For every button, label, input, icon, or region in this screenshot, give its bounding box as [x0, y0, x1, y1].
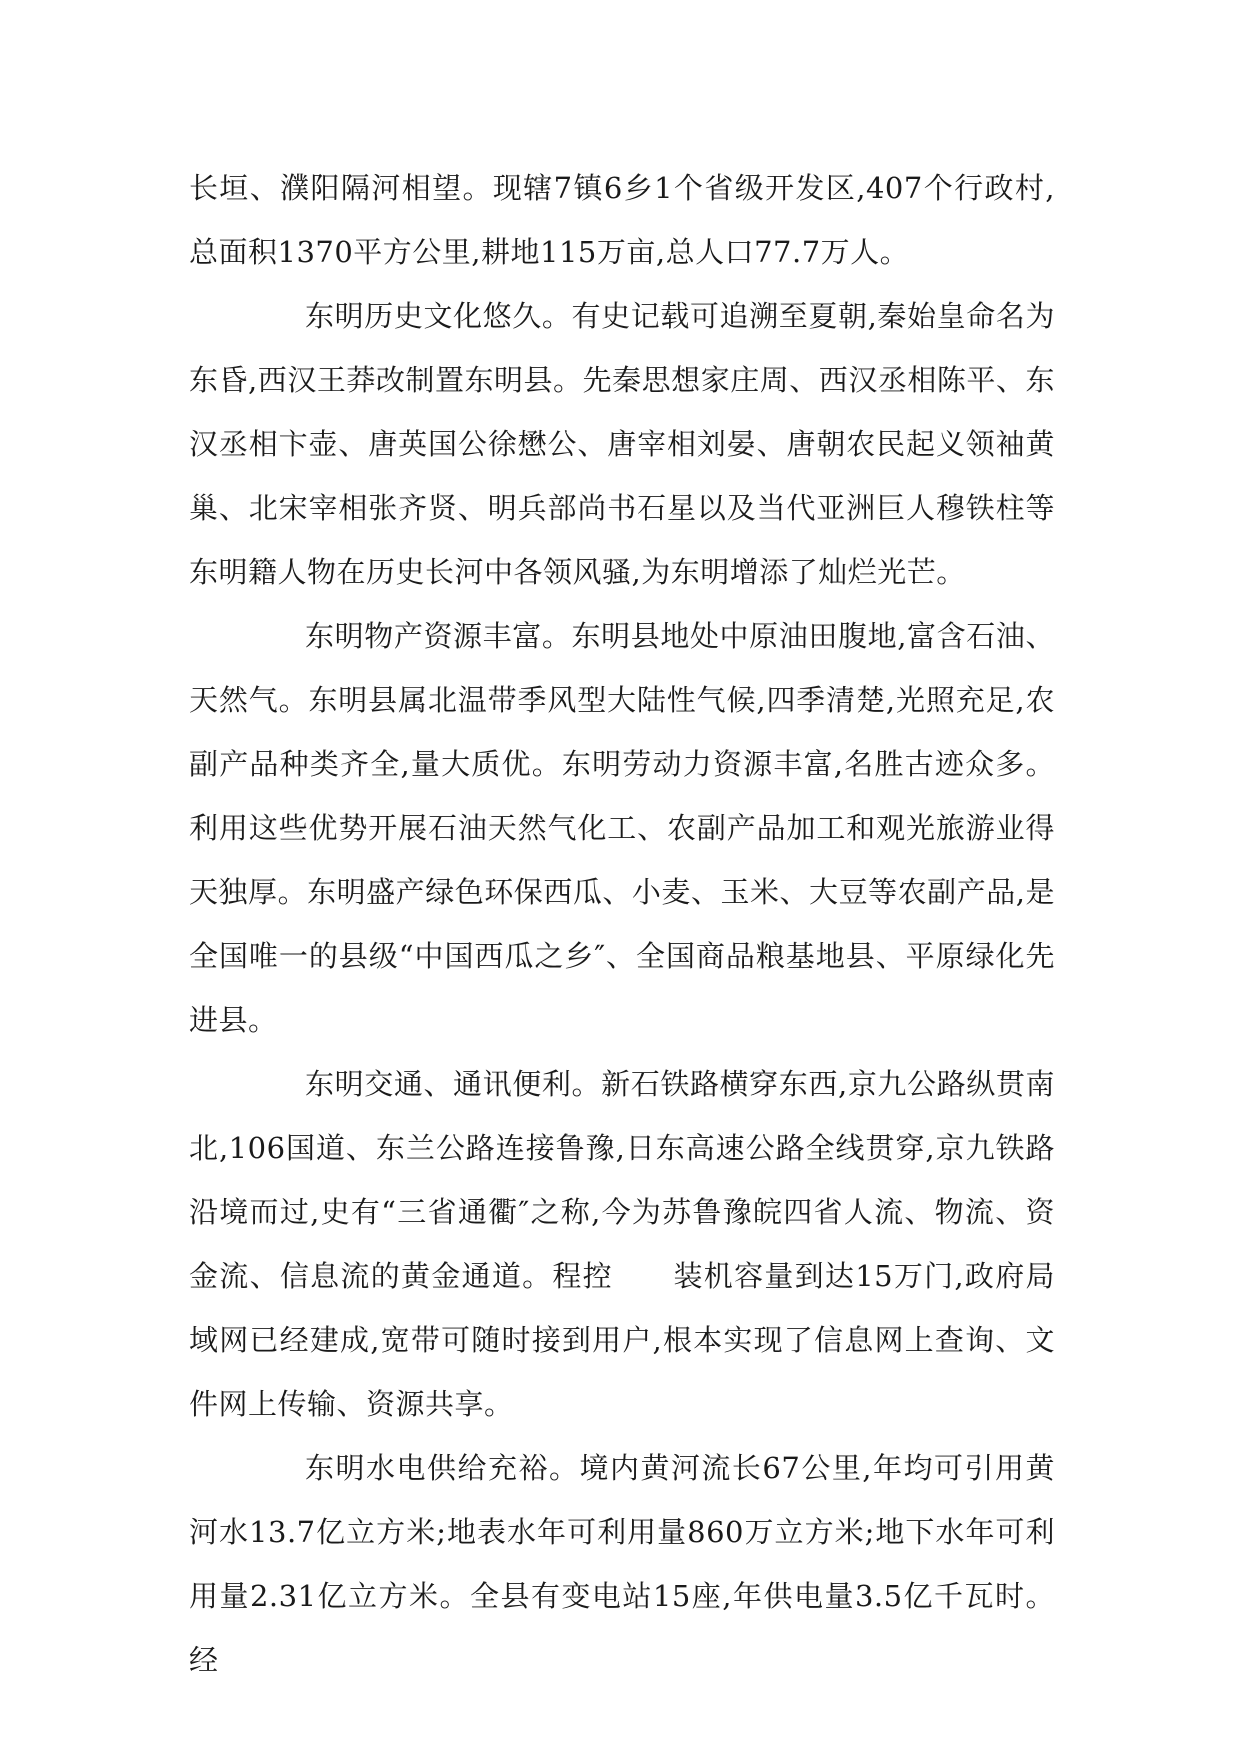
paragraph-5: 东明水电供给充裕。境内黄河流长67公里,年均可引用黄河水13.7亿立方米;地表水年可利用量860万立方米;地下水年可利用量2.31亿立方米。全县有变电站15座,年供电量3.5亿千瓦时。经: [189, 1451, 1055, 1677]
document-body: [189, 156, 1055, 1692]
paragraph-3: 东明物产资源丰富。东明县地处中原油田腹地,富含石油、天然气。东明县属北温带季风型大陆性气候,四季清楚,光照充足,农副产品种类齐全,量大质优。东明劳动力资源丰富,名胜古迹众多。利用这些优势开展石油天然气化工、农副产品加工和观光旅游业得天独厚。东明盛产绿色环保西瓜、小麦、玉米、大豆等农副产品,是全国唯一的县级“中国西瓜之乡″、全国商品粮基地县、平原绿化先进县。: [189, 619, 1055, 1037]
paragraph-4: 东明交通、通讯便利。新石铁路横穿东西,京九公路纵贯南北,106国道、东兰公路连接鲁豫,日东高速公路全线贯穿,京九铁路沿境而过,史有“三省通衢″之称,今为苏鲁豫皖四省人流、物流、资金流、信息流的黄金通道。程控 装机容量到达15万门,政府局域网已经建成,宽带可随时接到用户,根本实现了信息网上查询、文件网上传输、资源共享。: [189, 1067, 1055, 1421]
paragraph-1: 长垣、濮阳隔河相望。现辖7镇6乡1个省级开发区,407个行政村,总面积1370平方公里,耕地115万亩,总人口77.7万人。: [189, 171, 1055, 269]
paragraph-2: 东明历史文化悠久。有史记载可追溯至夏朝,秦始皇命名为东昏,西汉王莽改制置东明县。先秦思想家庄周、西汉丞相陈平、东汉丞相卞壶、唐英国公徐懋公、唐宰相刘晏、唐朝农民起义领袖黄巢、北宋宰相张齐贤、明兵部尚书石星以及当代亚洲巨人穆铁柱等东明籍人物在历史长河中各领风骚,为东明增添了灿烂光芒。: [189, 299, 1055, 589]
